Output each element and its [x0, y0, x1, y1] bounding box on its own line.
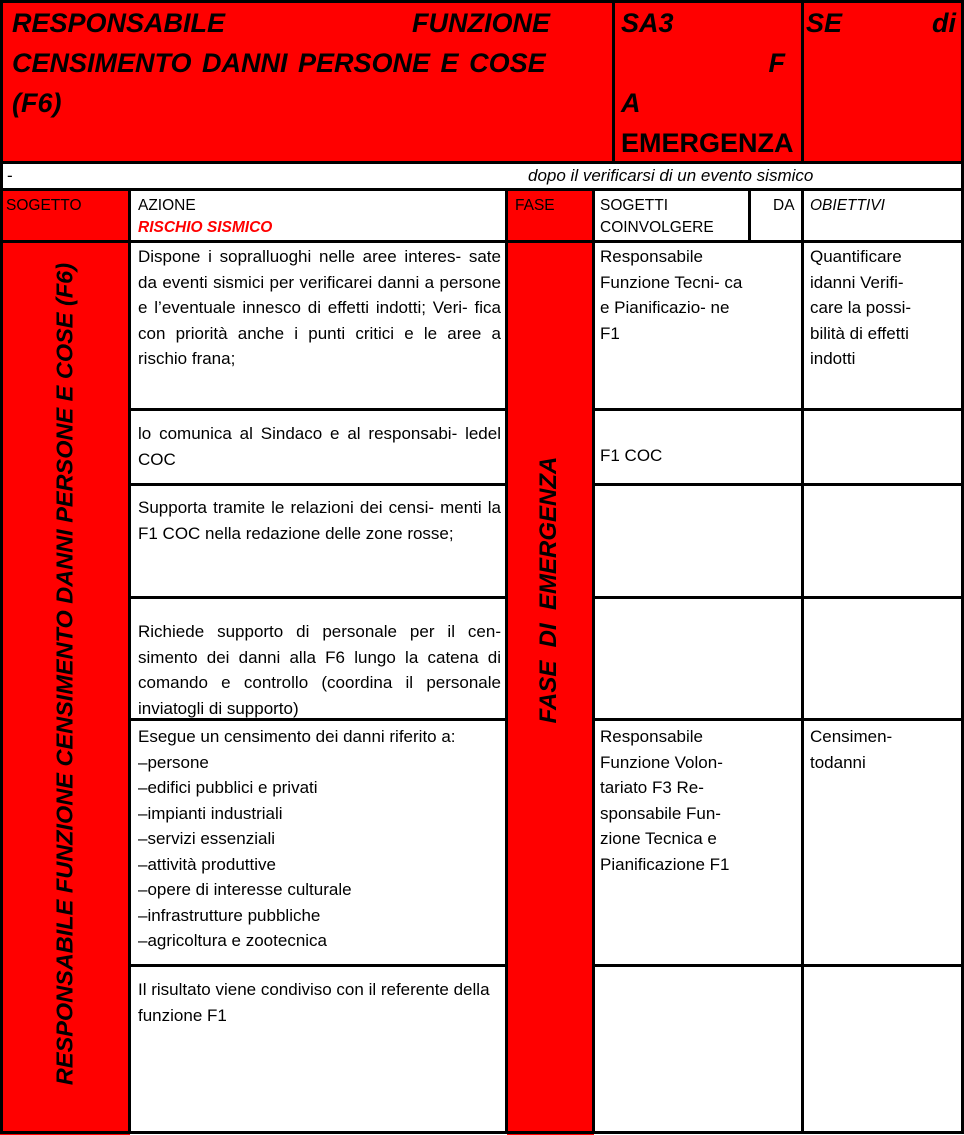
- sogetti-label: SOGETTI: [600, 197, 669, 214]
- azione-intro: Esegue un censimento dei danni riferito a:: [138, 727, 456, 746]
- grid-line: [0, 1131, 964, 1134]
- azione-cell: Dispone i sopralluoghi nelle aree interes- sate da eventi sismici per verificarei danni a persone e l’eventuale innesco di effetti indotti; Veri- fica con priorità anche i punti critici e le aree a rischio frana;: [138, 247, 501, 368]
- sa3-emergenza: EMERGENZA: [621, 128, 794, 158]
- title-line-f6: (F6): [12, 88, 62, 118]
- sa3-code: [621, 3, 799, 163]
- grid-line: [612, 0, 615, 163]
- grid-line: [594, 408, 964, 411]
- damage-list-item: –impianti industriali: [138, 803, 283, 823]
- obiettivi-cell: Censimen- todanni: [810, 727, 893, 772]
- damage-list-item: –opere di interesse culturale: [138, 880, 352, 899]
- di-label: di: [932, 8, 956, 38]
- rischio-sismico-label: RISCHIO SISMICO: [138, 219, 273, 236]
- title-line-censimento: CENSIMENTO DANNI PERSONE E COSE: [12, 48, 546, 78]
- column-header-sogetti: [600, 195, 714, 239]
- fase-emergenza-vertical-label: FASE DI EMERGENZA: [535, 456, 562, 724]
- sogetti-cell: Responsabile Funzione Volon- tariato F3 Re- sponsabile Fun- zione Tecnica e Pianificazione F1: [600, 727, 730, 874]
- azione-cell: Richiede supporto di personale per il cen- simento dei danni alla F6 lungo la catena di comando e controllo (coordina il personale inviatogli di supporto): [138, 622, 501, 718]
- damage-list-item: –persone: [138, 752, 209, 772]
- event-dash: -: [7, 166, 13, 185]
- grid-line: [748, 188, 751, 242]
- grid-line: [130, 408, 507, 411]
- grid-line: [594, 964, 964, 967]
- azione-cell: Il risultato viene condiviso con il referente della funzione F1: [138, 980, 490, 1025]
- responsabile-vertical-label: RESPONSABILE FUNZIONE CENSIMENTO DANNI PERSONE E COSE (F6): [51, 262, 78, 1086]
- grid-line: [594, 483, 964, 486]
- se-di-label: [806, 3, 956, 43]
- column-header-obiettivi: OBIETTIVI: [810, 197, 885, 214]
- column-header-fase: FASE: [515, 197, 555, 214]
- grid-line: [0, 0, 3, 1134]
- damage-list-item: –infrastrutture pubbliche: [138, 905, 321, 925]
- column-header-azione: [138, 195, 272, 239]
- obiettivi-cell: Quantificare idanni Verifi- care la possi- bilità di effetti indotti: [810, 247, 912, 368]
- header-title: [12, 3, 550, 123]
- sa3-label: SA3: [621, 8, 674, 38]
- grid-line: [505, 188, 508, 1134]
- grid-line: [130, 596, 507, 599]
- grid-line: [0, 240, 964, 243]
- azione-cell: [138, 724, 501, 954]
- sa3-f: F: [768, 48, 785, 78]
- azione-cell: lo comunica al Sindaco e al responsabi- ledel COC: [138, 424, 501, 469]
- event-description: dopo il verificarsi di un evento sismico: [528, 166, 814, 185]
- sogetti-cell: Responsabile Funzione Tecni- ca e Pianificazio- ne F1: [600, 247, 743, 343]
- sa3-a: A: [621, 88, 641, 118]
- damage-list-item: –servizi essenziali: [138, 829, 275, 848]
- grid-line: [594, 596, 964, 599]
- damage-list-item: –agricoltura e zootecnica: [138, 931, 328, 950]
- grid-line: [0, 161, 964, 164]
- grid-line: [594, 718, 964, 721]
- grid-line: [801, 188, 804, 1134]
- coinvolgere-label: COINVOLGERE: [600, 219, 714, 236]
- damage-list-item: –edifici pubblici e privati: [138, 778, 318, 797]
- damage-list-item: –attività produttive: [138, 854, 276, 874]
- se-label: SE: [806, 8, 843, 38]
- sogetti-cell: F1 COC: [600, 446, 663, 465]
- title-word-responsabile: RESPONSABILE: [12, 8, 226, 38]
- grid-line: [801, 0, 804, 163]
- azione-cell: Supporta tramite le relazioni dei censi- menti la F1 COC nella redazione delle zone rosse;: [138, 498, 501, 543]
- title-word-funzione: FUNZIONE: [412, 8, 550, 38]
- azione-label: AZIONE: [138, 197, 196, 214]
- grid-line: [128, 188, 131, 1134]
- column-header-da: DA: [773, 197, 795, 214]
- grid-line: [0, 188, 964, 191]
- column-header-soggetto: SOGETTO: [6, 197, 82, 214]
- grid-line: [592, 188, 595, 1134]
- grid-line: [130, 964, 507, 967]
- grid-line: [130, 483, 507, 486]
